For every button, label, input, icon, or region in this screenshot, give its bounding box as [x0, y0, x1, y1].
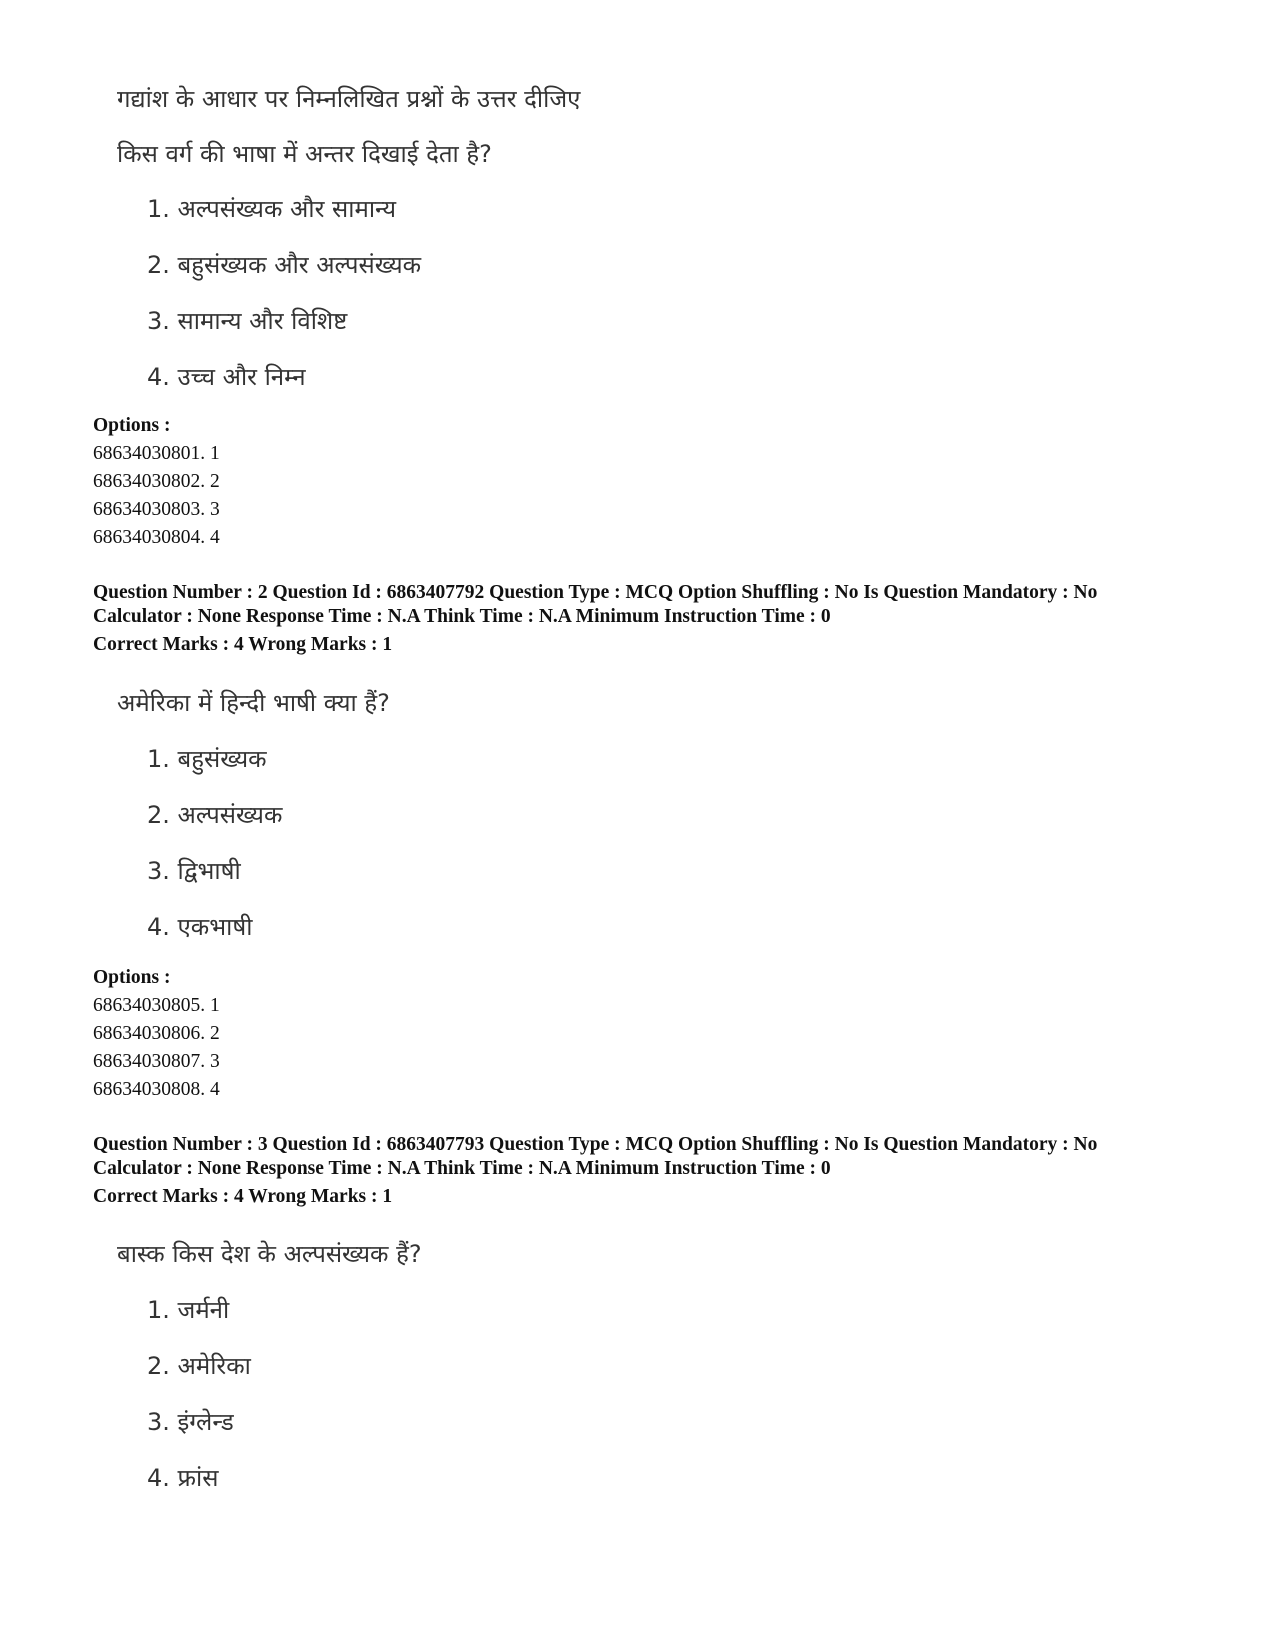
option-id: 68634030804. 4	[93, 527, 220, 548]
q3-marks: Correct Marks : 4 Wrong Marks : 1	[93, 1186, 393, 1207]
q3-meta	[93, 1133, 1213, 1209]
q1-passage-prompt: गद्यांश के आधार पर निम्नलिखित प्रश्नों के उत्तर दीजिए	[117, 85, 581, 113]
q2-options-list	[93, 964, 220, 1104]
option-id: 68634030802. 2	[93, 471, 220, 492]
option-id: 68634030808. 4	[93, 1079, 220, 1100]
q2-meta-line-1: Question Number : 2 Question Id : 6863407792 Question Type : MCQ Option Shuffling : No Is Question Mandatory : No	[93, 582, 1098, 603]
q1-question-text: किस वर्ग की भाषा में अन्तर दिखाई देता है?	[117, 140, 492, 168]
options-label: Options :	[93, 967, 171, 988]
q2-choice-3: 3. द्विभाषी	[147, 857, 241, 885]
option-id: 68634030807. 3	[93, 1051, 220, 1072]
q3-choice-2: 2. अमेरिका	[147, 1352, 251, 1380]
option-id: 68634030801. 1	[93, 443, 220, 464]
q1-choice-4: 4. उच्च और निम्न	[147, 363, 306, 391]
q1-choice-3: 3. सामान्य और विशिष्ट	[147, 307, 348, 335]
q3-meta-line-1: Question Number : 3 Question Id : 6863407793 Question Type : MCQ Option Shuffling : No Is Question Mandatory : No	[93, 1134, 1098, 1155]
q1-choice-1: 1. अल्पसंख्यक और सामान्य	[147, 195, 397, 223]
q3-meta-line-2: Calculator : None Response Time : N.A Think Time : N.A Minimum Instruction Time : 0	[93, 1158, 831, 1179]
q3-choice-4: 4. फ्रांस	[147, 1464, 219, 1492]
q1-choice-2: 2. बहुसंख्यक और अल्पसंख्यक	[147, 251, 422, 279]
q2-choice-4: 4. एकभाषी	[147, 913, 253, 941]
q3-choice-1: 1. जर्मनी	[147, 1296, 230, 1324]
option-id: 68634030803. 3	[93, 499, 220, 520]
q3-choice-3: 3. इंग्लेन्ड	[147, 1408, 234, 1436]
q3-question-text: बास्क किस देश के अल्पसंख्यक हैं?	[117, 1240, 422, 1268]
options-label: Options :	[93, 415, 171, 436]
q2-marks: Correct Marks : 4 Wrong Marks : 1	[93, 634, 393, 655]
q2-meta	[93, 581, 1213, 657]
option-id: 68634030805. 1	[93, 995, 220, 1016]
option-id: 68634030806. 2	[93, 1023, 220, 1044]
q2-question-text: अमेरिका में हिन्दी भाषी क्या हैं?	[117, 689, 390, 717]
q1-options-list	[93, 412, 220, 552]
q2-choice-1: 1. बहुसंख्यक	[147, 745, 267, 773]
q2-meta-line-2: Calculator : None Response Time : N.A Think Time : N.A Minimum Instruction Time : 0	[93, 606, 831, 627]
q2-choice-2: 2. अल्पसंख्यक	[147, 801, 283, 829]
